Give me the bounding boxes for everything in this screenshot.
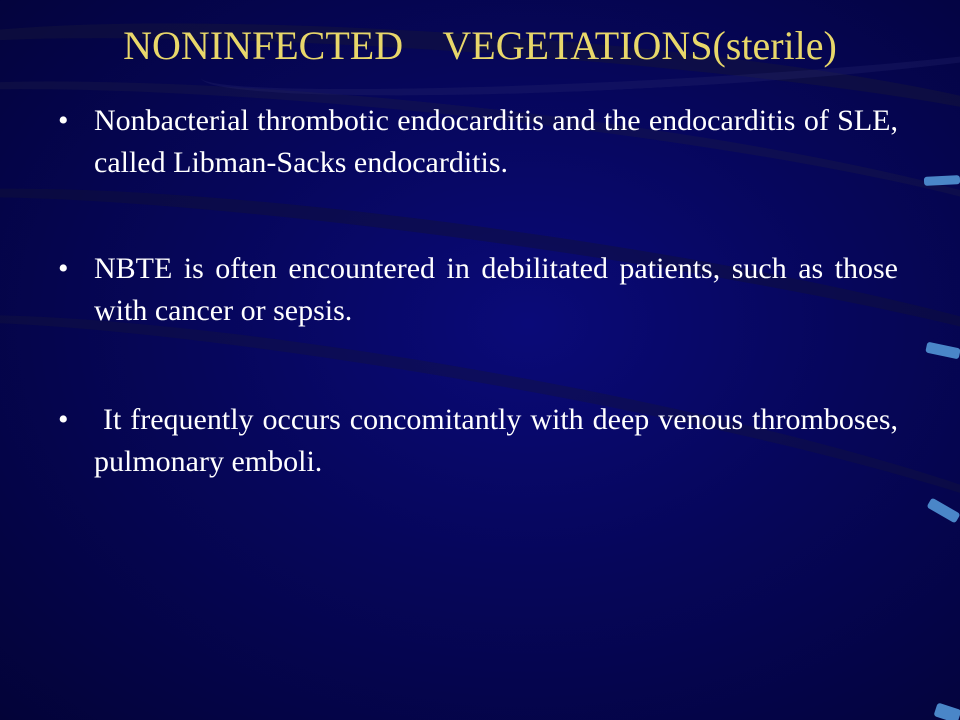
edge-accent-mark <box>926 497 960 523</box>
slide-title: NONINFECTED VEGETATIONS(sterile) <box>123 23 837 68</box>
edge-accent-mark <box>925 342 960 360</box>
bullet-dot: • <box>58 252 69 285</box>
bullet-item <box>58 100 898 184</box>
bullet-list <box>58 100 906 547</box>
bullet-dot: • <box>58 403 69 436</box>
bullet-text: Nonbacterial thrombotic endocarditis and the endocarditis of SLE, called Libman-Sacks endocarditis. <box>94 104 898 179</box>
bullet-text: It frequently occurs concomitantly with deep venous thromboses, pulmonary emboli. <box>94 403 906 478</box>
edge-accent-mark <box>933 702 960 720</box>
bullet-text: NBTE is often encountered in debilitated patients, such as those with cancer or sepsis. <box>94 252 898 327</box>
bullet-item <box>58 248 898 332</box>
bullet-item <box>58 399 906 483</box>
edge-accent-mark <box>924 175 960 186</box>
bullet-dot: • <box>58 104 69 137</box>
